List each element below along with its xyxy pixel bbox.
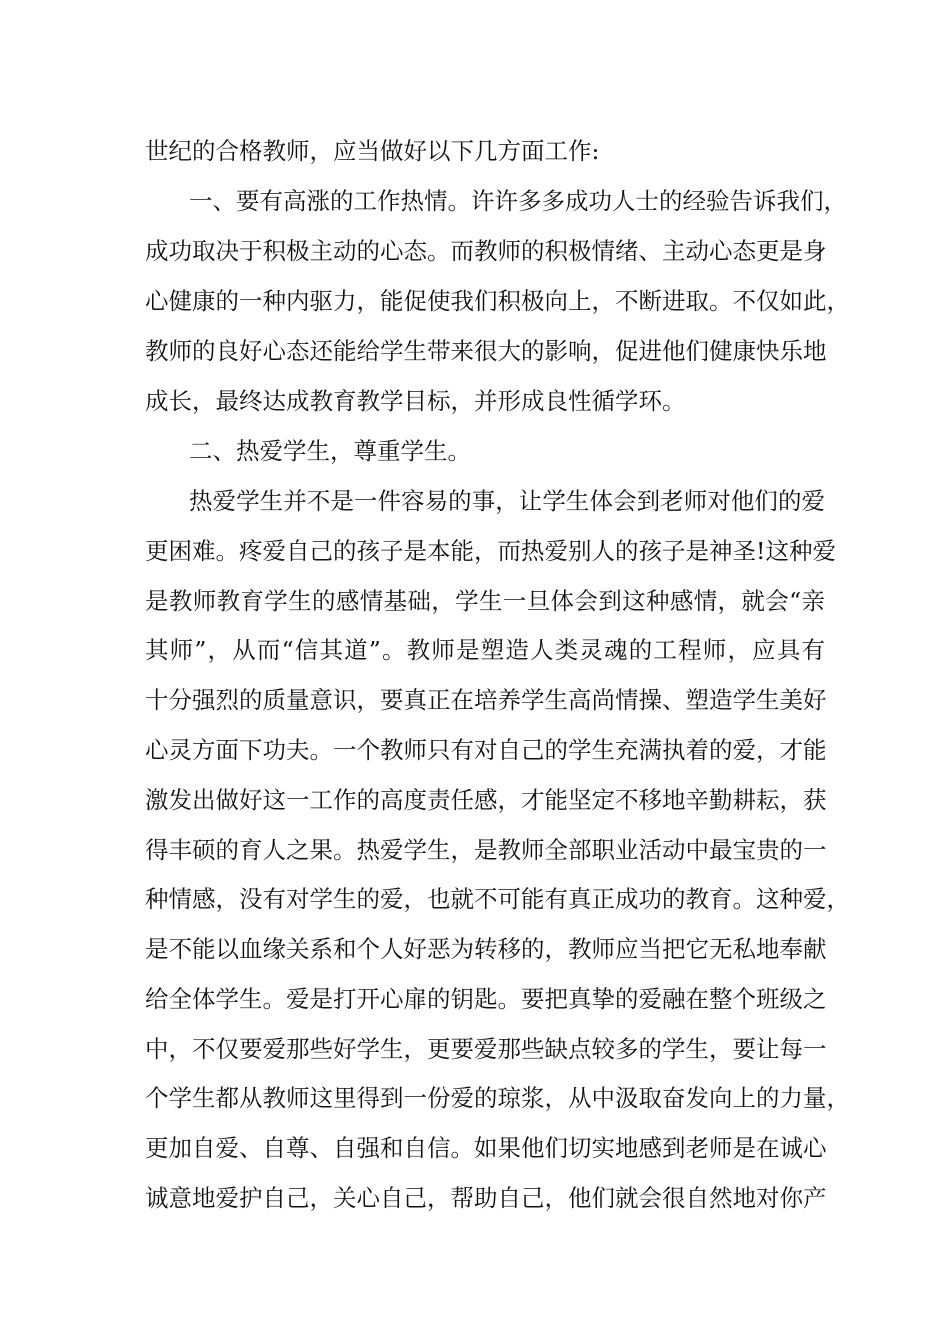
text-line: [0, 1180, 950, 1216]
text-line-content: 心灵方面下功夫。一个教师只有对自己的学生充满执着的爱，才能: [145, 736, 827, 764]
text-line-content: 十分强烈的质量意识，要真正在培养学生高尚情操、塑造学生美好: [145, 686, 827, 714]
text-line: [0, 383, 950, 419]
text-line: [0, 583, 950, 619]
section-heading: [0, 433, 950, 469]
text-line: [0, 732, 950, 768]
text-line: [0, 682, 950, 718]
text-line: [0, 233, 950, 269]
text-line-content: 个学生都从教师这里得到一份爱的琼浆，从中汲取奋发向上的力量，: [145, 1084, 850, 1112]
text-line: [0, 133, 950, 169]
text-line: [0, 283, 950, 319]
text-line: [0, 483, 950, 519]
text-line: [0, 333, 950, 369]
text-line-content: 二、热爱学生，尊重学生。: [189, 437, 471, 465]
text-line: [0, 931, 950, 967]
text-line-content: 心健康的一种内驱力，能促使我们积极向上，不断进取。不仅如此，: [145, 287, 850, 315]
text-line-content: 其师”，从而“信其道”。教师是塑造人类灵魂的工程师，应具有: [145, 636, 825, 664]
text-line: [0, 183, 950, 219]
text-line: [0, 1130, 950, 1166]
text-line-content: 热爱学生并不是一件容易的事，让学生体会到老师对他们的爱: [189, 487, 825, 515]
text-line-content: 更困难。疼爱自己的孩子是本能，而热爱别人的孩子是神圣!这种爱: [145, 537, 836, 565]
text-line-content: 是教师教育学生的感情基础，学生一旦体会到这种感情，就会“亲: [145, 587, 825, 615]
text-line-content: 给全体学生。爱是打开心扉的钥匙。要把真挚的爱融在整个班级之: [145, 985, 827, 1013]
text-line-content: 世纪的合格教师，应当做好以下几方面工作:: [145, 137, 600, 165]
text-line-content: 中，不仅要爱那些好学生，更要爱那些缺点较多的学生，要让每一: [145, 1035, 827, 1063]
text-line: [0, 832, 950, 868]
text-line-content: 激发出做好这一工作的高度责任感，才能坚定不移地辛勤耕耘，获: [145, 786, 827, 814]
text-line-content: 教师的良好心态还能给学生带来很大的影响，促进他们健康快乐地: [145, 337, 827, 365]
text-line: [0, 981, 950, 1017]
text-line: [0, 881, 950, 917]
text-line: [0, 1031, 950, 1067]
text-line: [0, 533, 950, 569]
text-line: [0, 1080, 950, 1116]
text-line: [0, 782, 950, 818]
text-line-content: 种情感，没有对学生的爱，也就不可能有真正成功的教育。这种爱，: [145, 885, 850, 913]
text-line-content: 成长，最终达成教育教学目标，并形成良性循学环。: [145, 387, 686, 415]
text-line-content: 得丰硕的育人之果。热爱学生，是教师全部职业活动中最宝贵的一: [145, 836, 827, 864]
text-line-content: 更加自爱、自尊、自强和自信。如果他们切实地感到老师是在诚心: [145, 1134, 827, 1162]
text-line-content: 诚意地爱护自己，关心自己，帮助自己，他们就会很自然地对你产: [145, 1184, 827, 1212]
text-line-content: 是不能以血缘关系和个人好恶为转移的，教师应当把它无私地奉献: [145, 935, 827, 963]
text-line: [0, 632, 950, 668]
text-line-content: 成功取决于积极主动的心态。而教师的积极情绪、主动心态更是身: [145, 237, 827, 265]
text-line-content: 一、要有高涨的工作热情。许许多多成功人士的经验告诉我们，: [189, 187, 847, 215]
